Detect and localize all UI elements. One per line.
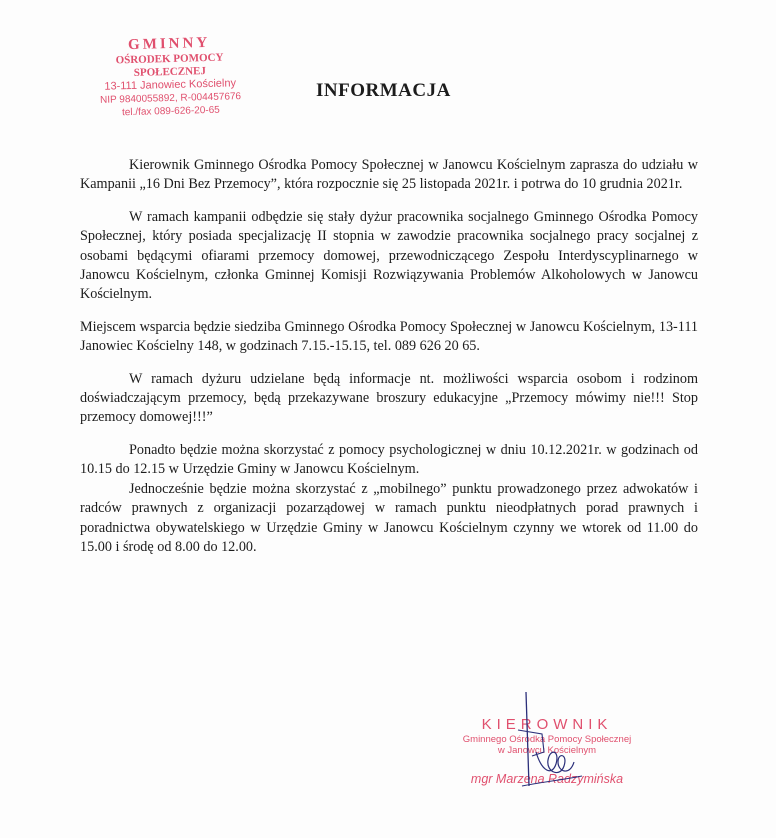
paragraph-legal-advice: Jednocześnie będzie można skorzystać z „mobilnego” punktu prowadzonego przez adwokatów i radców prawnych z organizacji pozarządowej w ramach punktu nieodpłatnych porad prawnych i poradnictwa obywatelskiego w Urzędzie Gminy w Janowcu Kościelnym czynny we wtorek od 11.00 do 15.00 i środę od 8.00 do 12.00. bbox=[80, 480, 698, 555]
paragraph-location: Miejscem wsparcia będzie siedziba Gminnego Ośrodka Pomocy Społecznej w Janowcu Kościelnym, 13-111 Janowiec Kościelny 148, w godzinach 7.15.-15.15, tel. 089 626 20 65. bbox=[80, 318, 698, 355]
paragraph-invitation: Kierownik Gminnego Ośrodka Pomocy Społecznej w Janowcu Kościelnym zaprasza do udziału w Kampanii „16 Dni Bez Przemocy”, która rozpocznie się 25 listopada 2021r. i potrwa do 10 grudnia 2021r. bbox=[80, 157, 698, 193]
paragraph-information: W ramach dyżuru udzielane będą informacje nt. możliwości wsparcia osobom i rodzinom doświadczającym przemocy, będą przekazywane broszury edukacyjne „Przemocy mówimy nie!!! Stop przemocy domowej!!!” bbox=[80, 370, 698, 426]
stamp-line-3: 13-111 Janowiec Kościelny bbox=[104, 77, 237, 93]
signature-name: mgr Marzena Radzymińska bbox=[470, 772, 624, 786]
signature-org-line-2: w Janowcu Kościelnym bbox=[497, 745, 597, 756]
stamp-line-2: OŚRODEK POMOCY SPOŁECZNEJ bbox=[115, 51, 224, 79]
paragraph-duty-hours: W ramach kampanii odbędzie się stały dyżur pracownika socjalnego Gminnego Ośrodka Pomocy Społecznej, który posiada specjalizację II stopnia w zawodzie pracownika socjalnego pracy socjalnej z osobami będącymi ofiarami przemocy domowej, przewodniczącego Zespołu Interdyscyplinarnego w Janowcu Kościelnym, członka Gminnej Komisji Rozwiązywania Problemów Alkoholowych w Janowcu Kościelnym. bbox=[80, 208, 698, 303]
handwritten-signature bbox=[512, 690, 602, 802]
paragraph-psychological-help: Ponadto będzie można skorzystać z pomocy psychologicznej w dniu 10.12.2021r. w godzinach od 10.15 do 12.15 w Urzędzie Gminy w Janowcu Kościelnym. bbox=[80, 441, 698, 478]
signature-title: KIEROWNIK bbox=[481, 716, 613, 733]
stamp-line-4: NIP 9840055892, R-004457676 bbox=[99, 91, 242, 106]
signature-org-line-1: Gminnego Ośrodka Pomocy Społecznej bbox=[462, 734, 632, 745]
document-title: INFORMACJA bbox=[316, 80, 451, 101]
institution-stamp bbox=[79, 34, 261, 121]
stamp-line-5: tel./fax 089-626-20-65 bbox=[121, 104, 220, 119]
document-body bbox=[80, 156, 698, 557]
stamp-line-1: GMINNY bbox=[127, 34, 211, 54]
